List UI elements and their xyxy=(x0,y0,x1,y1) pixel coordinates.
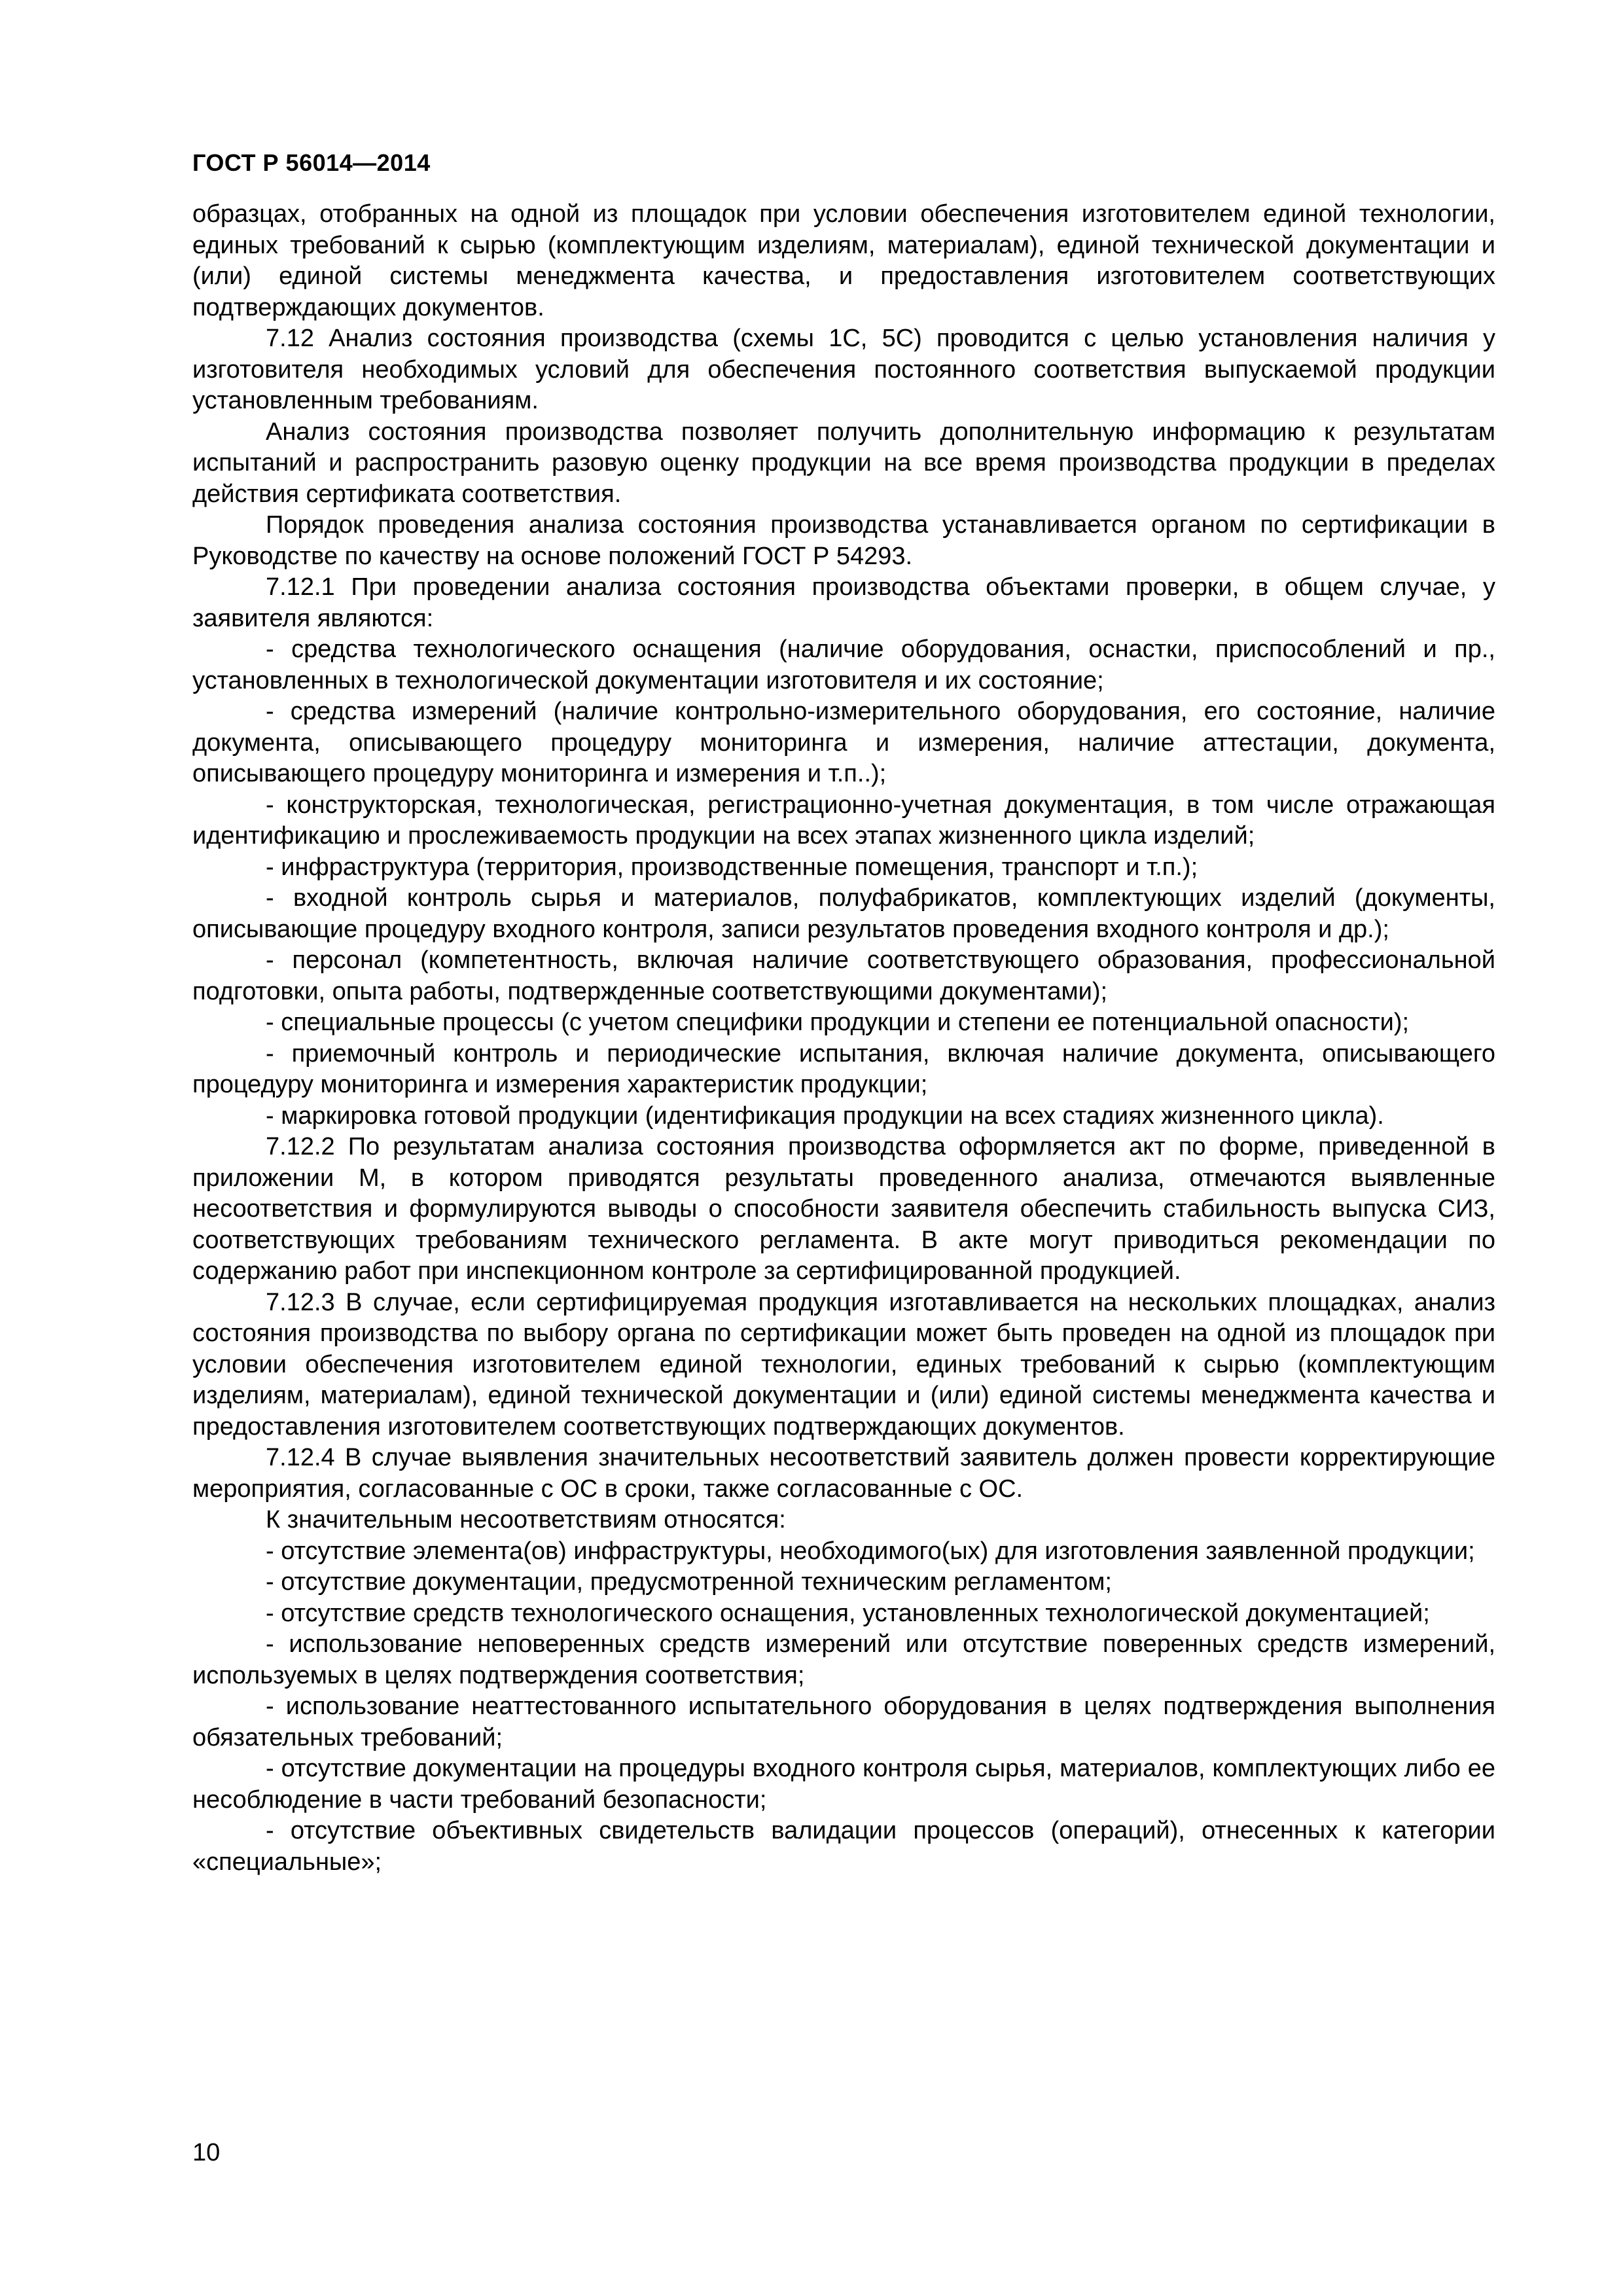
paragraph: Анализ состояния производства позволяет получить дополнительную информацию к результатам испытаний и распространить разовую оценку продукции на все время производства продукции в пределах действия сертификата соответствия. xyxy=(192,418,1495,508)
list-item: - средства технологического оснащения (наличие оборудования, оснастки, приспособлений и пр., установленных в технологической документации изготовителя и их состояние; xyxy=(192,636,1495,694)
list-item: - использование неаттестованного испытательного оборудования в целях подтверждения выполнения обязательных требований; xyxy=(192,1693,1495,1751)
paragraph: образцах, отобранных на одной из площадок при условии обеспечения изготовителем единой технологии, единых требований к сырью (комплектующим изделиям, материалам), единой технической документации и (или) единой системы менеджмента качества, и предоставления изготовителем соответствующих подтверждающих документов. xyxy=(192,200,1495,321)
paragraph: 7.12.1 При проведении анализа состояния производства объектами проверки, в общем случае, у заявителя являются: xyxy=(192,573,1495,632)
list-item: - конструкторская, технологическая, регистрационно-учетная документация, в том числе отражающая идентификацию и прослеживаемость продукции на всех этапах жизненного цикла изделий; xyxy=(192,791,1495,850)
paragraph: 7.12.2 По результатам анализа состояния производства оформляется акт по форме, приведенной в приложении М, в котором приводятся результаты проведенного анализа, отмечаются выявленные несоответствия и формулируются выводы о способности заявителя обеспечить стабильность выпуска СИЗ, соответствующих требованиям технического регламента. В акте могут приводиться рекомендации по содержанию работ при инспекционном контроле за сертифицированной продукцией. xyxy=(192,1133,1495,1285)
list-item: - средства измерений (наличие контрольно-измерительного оборудования, его состояние, наличие документа, описывающего процедуру мониторинга и измерения, наличие аттестации, документа, описывающего процедуру мониторинга и измерения и т.п..); xyxy=(192,698,1495,787)
list-item: - маркировка готовой продукции (идентификация продукции на всех стадиях жизненного цикла). xyxy=(266,1102,1384,1130)
list-item: - инфраструктура (территория, производственные помещения, транспорт и т.п.); xyxy=(266,853,1198,881)
document-body xyxy=(192,199,1495,1878)
document-header: ГОСТ Р 56014—2014 xyxy=(192,149,431,176)
list-item: - отсутствие документации на процедуры входного контроля сырья, материалов, комплектующих либо ее несоблюдение в части требований безопасности; xyxy=(192,1755,1495,1814)
paragraph: 7.12.3 В случае, если сертифицируемая продукция изготавливается на нескольких площадках, анализ состояния производства по выбору органа по сертификации может быть проведен на одной из площадок при условии обеспечения изготовителем единой технологии, единых требований к сырью (комплектующим изделиям, материалам), единой технической документации и (или) единой системы менеджмента качества и предоставления изготовителем соответствующих подтверждающих документов. xyxy=(192,1288,1495,1441)
paragraph: 7.12 Анализ состояния производства (схемы 1С, 5С) проводится с целью установления наличия у изготовителя необходимых условий для обеспечения постоянного соответствия выпускаемой продукции установленным требованиям. xyxy=(192,325,1495,414)
list-item: - отсутствие элемента(ов) инфраструктуры, необходимого(ых) для изготовления заявленной продукции; xyxy=(266,1537,1475,1565)
list-item: - персонал (компетентность, включая наличие соответствующего образования, профессиональной подготовки, опыта работы, подтвержденные соответствующими документами); xyxy=(192,946,1495,1005)
list-item: - отсутствие средств технологического оснащения, установленных технологической документацией; xyxy=(266,1599,1430,1627)
paragraph: К значительным несоответствиям относятся: xyxy=(266,1506,786,1534)
paragraph: 7.12.4 В случае выявления значительных несоответствий заявитель должен провести корректирующие мероприятия, согласованные с ОС в сроки, также согласованные с ОС. xyxy=(192,1444,1495,1503)
list-item: - отсутствие объективных свидетельств валидации процессов (операций), отнесенных к категории «специальные»; xyxy=(192,1817,1495,1876)
list-item: - входной контроль сырья и материалов, полуфабрикатов, комплектующих изделий (документы, описывающие процедуру входного контроля, записи результатов проведения входного контроля и др.); xyxy=(192,884,1495,943)
page-number: 10 xyxy=(192,2139,221,2166)
list-item: - приемочный контроль и периодические испытания, включая наличие документа, описывающего процедуру мониторинга и измерения характеристик продукции; xyxy=(192,1039,1495,1098)
list-item: - использование неповеренных средств измерений или отсутствие поверенных средств измерений, используемых в целях подтверждения соответствия; xyxy=(192,1630,1495,1689)
list-item: - отсутствие документации, предусмотренной техническим регламентом; xyxy=(266,1568,1112,1596)
paragraph: Порядок проведения анализа состояния производства устанавливается органом по сертификации в Руководстве по качеству на основе положений ГОСТ Р 54293. xyxy=(192,511,1495,570)
list-item: - специальные процессы (с учетом специфики продукции и степени ее потенциальной опасности); xyxy=(266,1009,1410,1036)
